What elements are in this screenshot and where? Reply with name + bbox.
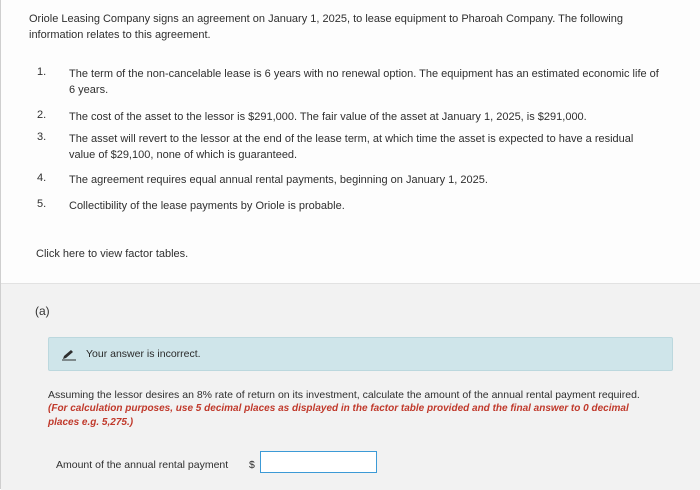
amount-label: Amount of the annual rental payment (56, 459, 229, 471)
item-number: 3. (37, 131, 47, 143)
question-text: Assuming the lessor desires an 8% rate of return on its investment, calculate the amount of the annual rental payment required. (48, 389, 640, 401)
currency-symbol: $ (249, 459, 255, 471)
incorrect-answer-alert (48, 337, 673, 371)
item-text: The term of the non-cancelable lease is 6 years with no renewal option. The equipment has an estimated economic life of 6 years. (69, 68, 659, 96)
part-label: (a) (35, 304, 50, 318)
item-text: The cost of the asset to the lessor is $291,000. The fair value of the asset at January 1, 2025, is $291,000. (69, 111, 587, 123)
item-text: The agreement requires equal annual rental payments, beginning on January 1, 2025. (69, 174, 488, 186)
item-text: Collectibility of the lease payments by Oriole is probable. (69, 200, 345, 212)
pencil-icon (61, 348, 77, 360)
item-number: 5. (37, 198, 47, 210)
calculation-note: (For calculation purposes, use 5 decimal places as displayed in the factor table provided and the final answer to 0 decimal places e.g. 5,275.) (48, 403, 629, 428)
rental-payment-input[interactable] (260, 451, 377, 473)
item-number: 2. (37, 109, 47, 121)
item-number: 1. (37, 66, 47, 78)
item-number: 4. (37, 172, 47, 184)
part-a-section (1, 283, 700, 490)
alert-message: Your answer is incorrect. (86, 348, 201, 360)
item-text: The asset will revert to the lessor at the end of the lease term, at which time the asset is expected to have a residual value of $29,100, none of which is guaranteed. (69, 133, 634, 161)
problem-intro: Oriole Leasing Company signs an agreement on January 1, 2025, to lease equipment to Pharoah Company. The following information relates to this agreement. (29, 13, 623, 41)
factor-tables-link[interactable]: Click here to view factor tables. (36, 248, 189, 260)
